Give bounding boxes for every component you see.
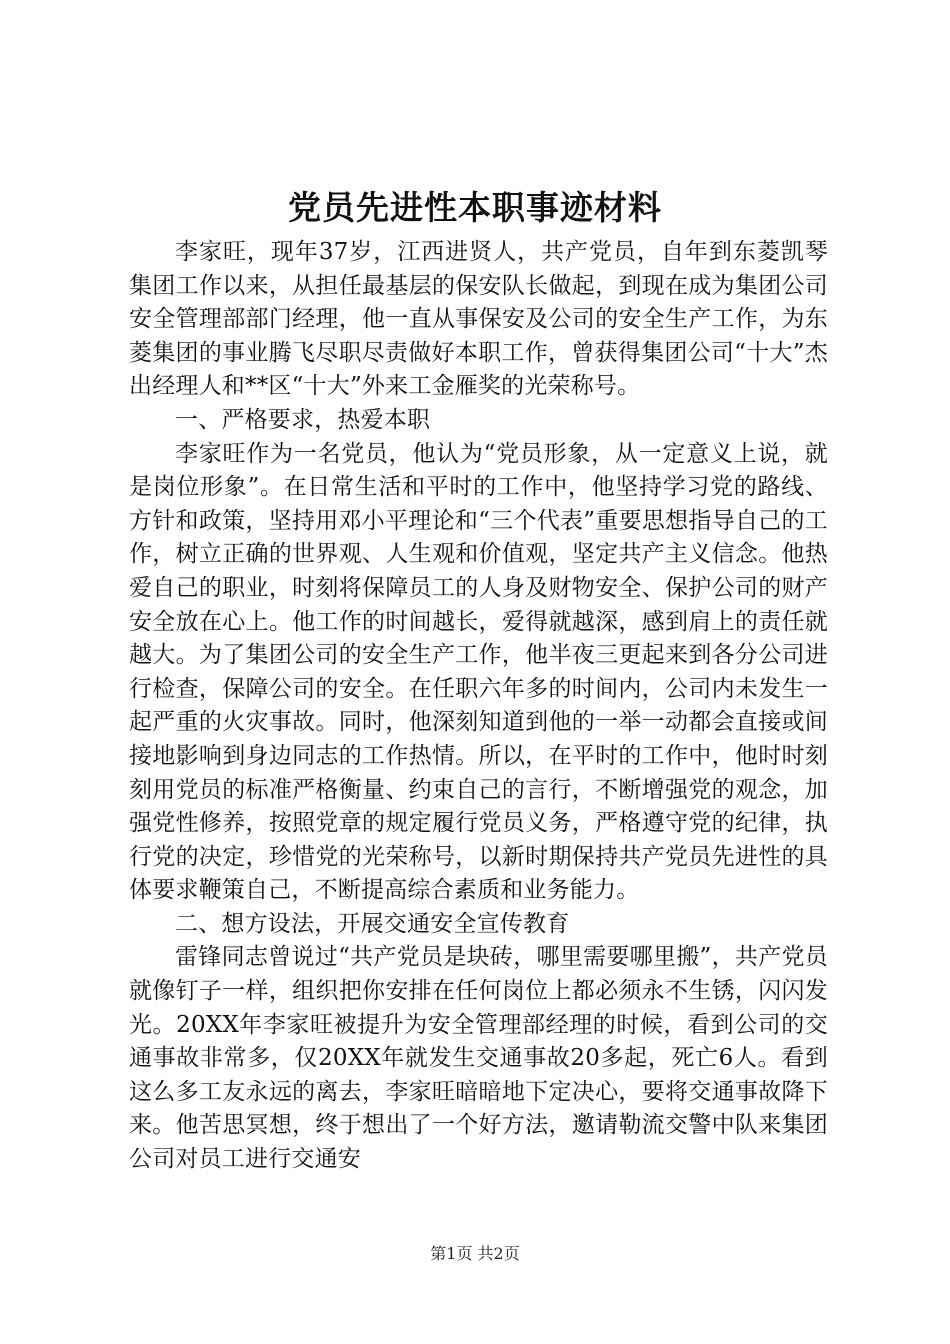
section-heading-2: 二、想方设法，开展交通安全宣传教育	[175, 910, 570, 937]
page-number-footer: 第1页 共2页	[430, 1244, 520, 1263]
paragraph-section-2: 雷锋同志曾说过“共产党员是块砖，哪里需要哪里搬”，共产党员就像钉子一样，组织把你安排在任何岗位上都必须永不生锈，闪闪发光。20XX年李家旺被提升为安全管理部经理的时候，看到公司的交通事故非常多，仅20XX年就发生交通事故20多起，死亡6人。看到这么多工友永远的离去，李家旺暗暗地下定决心，要将交通事故降下来。他苦思冥想，终于想出了一个好方法，邀请勒流交警中队来集团公司对员工进行交通安	[129, 944, 828, 1173]
paragraph-section-1: 李家旺作为一名党员，他认为“党员形象，从一定意义上说，就是岗位形象”。在日常生活和平时的工作中，他坚持学习党的路线、方针和政策，坚持用邓小平理论和“三个代表”重要思想指导自己的工作，树立正确的世界观、人生观和价值观，坚定共产主义信念。他热爱自己的职业，时刻将保障员工的人身及财物安全、保护公司的财产安全放在心上。他工作的时间越长，爱得就越深，感到肩上的责任就越大。为了集团公司的安全生产工作，他半夜三更起来到各分公司进行检查，保障公司的安全。在任职六年多的时间内，公司内未发生一起严重的火灾事故。同时，他深刻知道到他的一举一动都会直接或间接地影响到身边同志的工作热情。所以，在平时的工作中，他时时刻刻用党员的标准严格衡量、约束自己的言行，不断增强党的观念，加强党性修养，按照党章的规定履行党员义务，严格遵守党的纪律，执行党的决定，珍惜党的光荣称号，以新时期保持共产党员先进性的具体要求鞭策自己，不断提高综合素质和业务能力。	[129, 440, 828, 904]
paragraph-intro: 李家旺，现年37岁，江西进贤人，共产党员，自年到东菱凯琴集团工作以来，从担任最基层的保安队长做起，到现在成为集团公司安全管理部部门经理，他一直从事保安及公司的安全生产工作，为东菱集团的事业腾飞尽职尽责做好本职工作，曾获得集团公司“十大”杰出经理人和**区“十大”外来工金雁奖的光荣称号。	[129, 239, 828, 400]
document-body	[129, 236, 828, 1177]
section-heading-1: 一、严格要求，热爱本职	[175, 406, 431, 433]
document-title: 党员先进性本职事迹材料	[288, 188, 662, 227]
